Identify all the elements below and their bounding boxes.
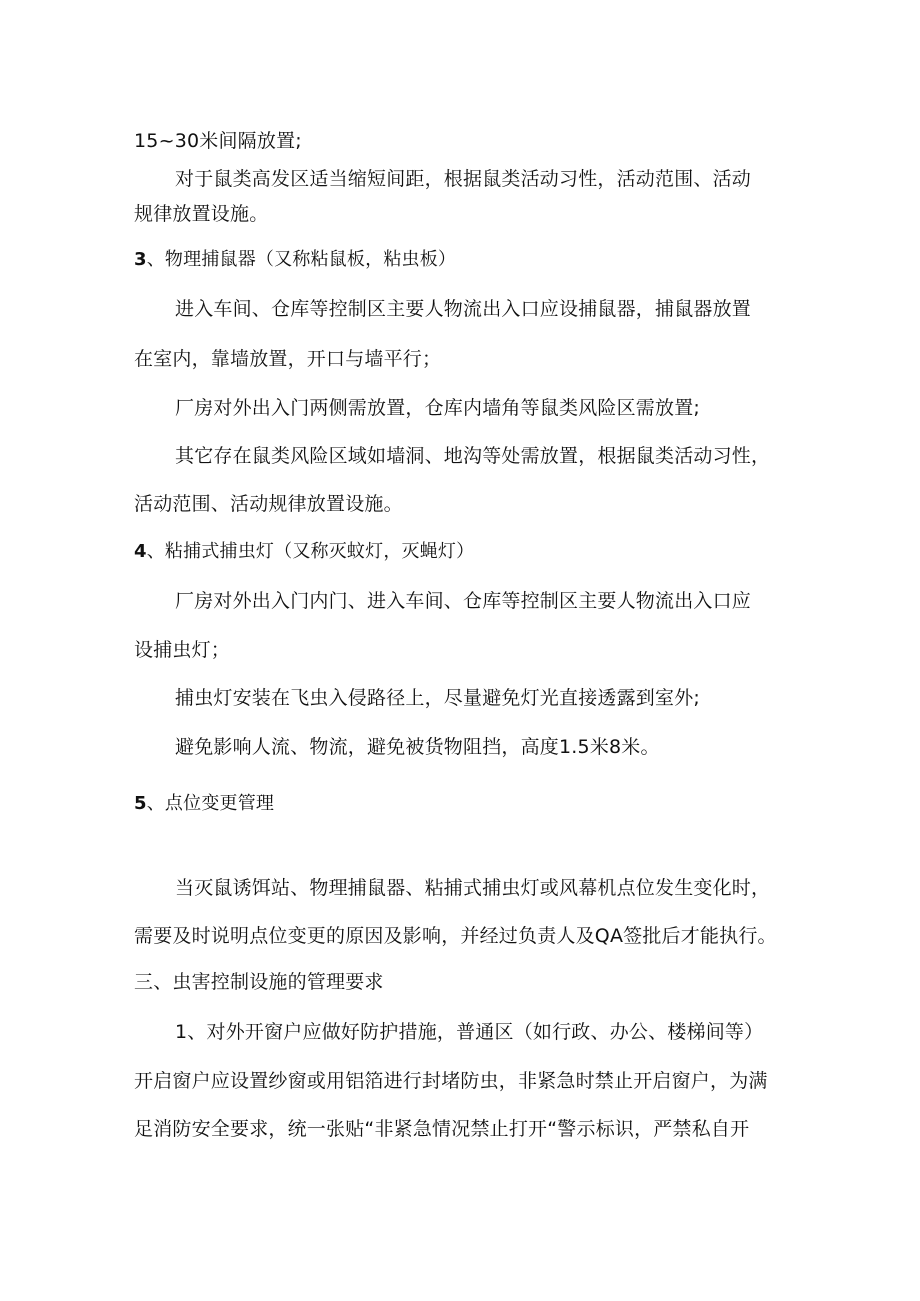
text-line-trap-doors: 厂房对外出入门两侧需放置，仓库内墙角等鼠类风险区需放置;	[175, 397, 701, 419]
text-line-trap-entry: 进入车间、仓库等控制区主要人物流出入口应设捕鼠器，捕鼠器放置	[175, 298, 752, 320]
heading-text: 、物理捕鼠器（又称粘鼠板，粘虫板）	[146, 249, 457, 270]
text-line-rule: 规律放置设施。	[134, 203, 269, 225]
section-heading-4	[134, 540, 474, 564]
text-line-lamp-height: 避免影响人流、物流，避免被货物阻挡，高度1.5米8米。	[175, 736, 660, 758]
text-line-lamp-setup: 设捕虫灯；	[134, 639, 231, 661]
text-line-trap-indoor: 在室内，靠墙放置，开口与墙平行；	[134, 348, 442, 370]
text-line-change-approval: 需要及时说明点位变更的原因及影响，并经过负责人及QA签批后才能执行。	[134, 925, 777, 947]
heading-number: 4	[134, 541, 147, 562]
heading-number: 5	[134, 793, 147, 814]
heading-number: 3	[134, 249, 147, 270]
section-heading-management: 三、虫害控制设施的管理要求	[134, 971, 384, 993]
text-line-lamp-path: 捕虫灯安装在飞虫入侵路径上，尽量避免灯光直接透露到室外;	[175, 687, 701, 709]
text-line-interval: 15~30米间隔放置;	[134, 130, 302, 152]
heading-text: 、点位变更管理	[146, 793, 275, 814]
text-line-change-when: 当灭鼠诱饵站、物理捕鼠器、粘捕式捕虫灯或风幕机点位发生变化时，	[175, 877, 771, 899]
section-heading-5	[134, 792, 274, 816]
text-line-high-incidence: 对于鼠类高发区适当缩短间距，根据鼠类活动习性，活动范围、活动	[175, 168, 752, 190]
text-line-window-protect: 1、对外开窗户应做好防护措施，普通区（如行政、办公、楼梯间等）	[175, 1021, 764, 1043]
text-line-trap-risk: 其它存在鼠类风险区域如墙洞、地沟等处需放置，根据鼠类活动习性，	[175, 445, 771, 467]
heading-text: 、粘捕式捕虫灯（又称灭蚊灯，灭蝇灯）	[146, 541, 475, 562]
text-line-window-screen: 开启窗户应设置纱窗或用铝箔进行封堵防虫，非紧急时禁止开启窗户，为满	[134, 1070, 768, 1092]
text-line-window-sign: 足消防安全要求，统一张贴“非紧急情况禁止打开“警示标识，严禁私自开	[134, 1118, 750, 1140]
text-line-lamp-entry: 厂房对外出入门内门、进入车间、仓库等控制区主要人物流出入口应	[175, 590, 752, 612]
text-line-trap-rule: 活动范围、活动规律放置设施。	[134, 493, 403, 515]
section-heading-3	[134, 248, 456, 272]
